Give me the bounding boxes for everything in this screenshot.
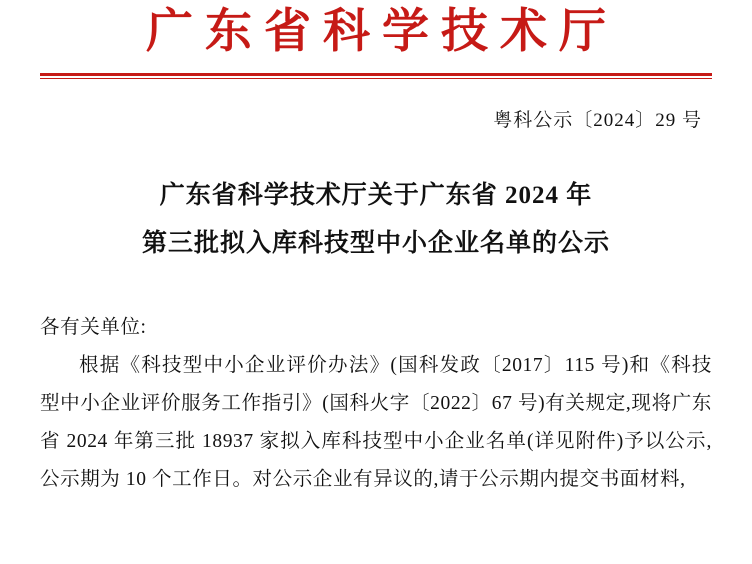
salutation: 各有关单位: bbox=[40, 317, 147, 339]
divider-thick-line bbox=[40, 73, 712, 76]
document-number: 粤科公示〔2024〕29 号 bbox=[493, 109, 702, 131]
masthead bbox=[40, 0, 712, 59]
masthead-divider bbox=[40, 73, 712, 79]
page-title-line-1: 广东省科学技术厅关于广东省 2024 年 bbox=[159, 181, 593, 209]
divider-thin-line bbox=[40, 78, 712, 79]
issuing-agency-title: 广东省科学技术厅 bbox=[146, 4, 618, 59]
page-title-line-2: 第三批拟入库科技型中小企业名单的公示 bbox=[141, 230, 610, 258]
page-title bbox=[40, 172, 712, 270]
document-body bbox=[40, 309, 712, 499]
body-paragraph-1: 根据《科技型中小企业评价办法》(国科发政〔2017〕115 号)和《科技型中小企业评价服务工作指引》(国科火字〔2022〕67 号)有关规定,现将广东省 2024 年第三批 18937 家拟入库科技型中小企业名单(详见附件)予以公示,公示期为 10 个工作日。对公示企业有异议的,请于公示期内提交书面材料, bbox=[40, 355, 712, 491]
